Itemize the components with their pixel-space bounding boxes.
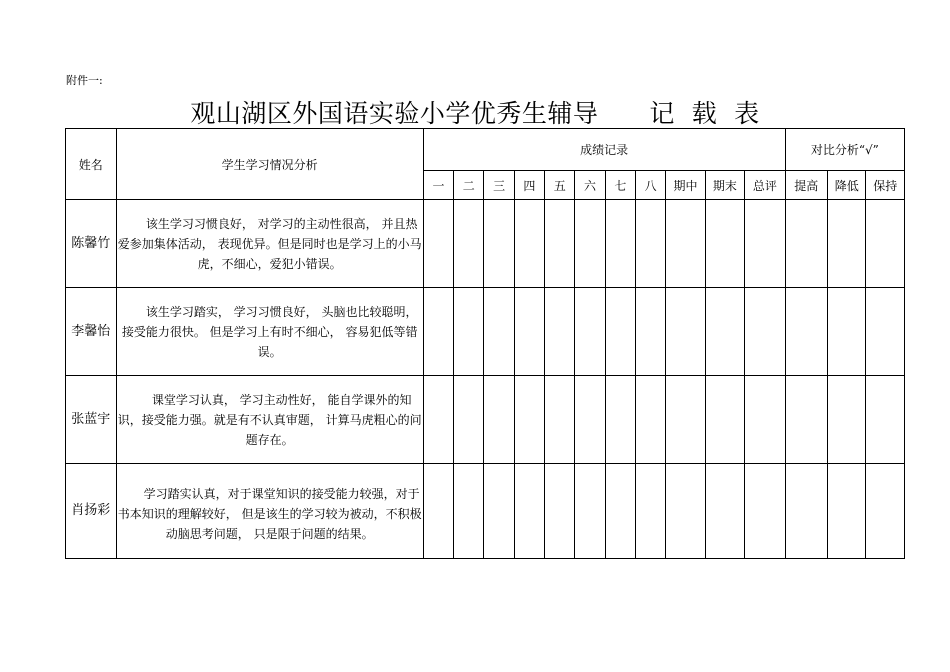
compare-cell[interactable] [828,288,866,376]
grade-cell[interactable] [605,464,635,559]
grade-col-header: 期中 [666,171,705,200]
grade-cell[interactable] [514,200,544,288]
grade-cell[interactable] [745,288,785,376]
compare-cell[interactable] [785,288,827,376]
compare-cell[interactable] [828,464,866,559]
grade-cell[interactable] [545,376,575,464]
grade-cell[interactable] [454,288,484,376]
grade-cell[interactable] [745,376,785,464]
grade-col-header: 五 [545,171,575,200]
tutoring-record-table [65,128,905,559]
grade-cell[interactable] [666,200,705,288]
compare-cell[interactable] [785,376,827,464]
grade-cell[interactable] [745,200,785,288]
compare-cell[interactable] [785,464,827,559]
student-analysis: 该生学习习惯良好， 对学习的主动性很高， 并且热爱参加集体活动， 表现优异。但是同时也是学习上的小马虎，不细心，爱犯小错误。 [116,200,423,288]
grade-cell[interactable] [575,200,605,288]
grade-cell[interactable] [545,200,575,288]
student-name: 张蓝宇 [66,376,117,464]
grade-cell[interactable] [705,376,744,464]
grade-cell[interactable] [514,464,544,559]
compare-cell[interactable] [828,200,866,288]
compare-cell[interactable] [866,200,905,288]
student-name: 肖扬彩 [66,464,117,559]
table-row [66,464,905,559]
compare-col-header: 降低 [828,171,866,200]
header-grades: 成绩记录 [423,129,785,171]
grade-cell[interactable] [605,288,635,376]
grade-col-header: 期末 [705,171,744,200]
grade-cell[interactable] [454,200,484,288]
grade-col-header: 一 [423,171,453,200]
grade-col-header: 三 [484,171,514,200]
grade-cell[interactable] [423,464,453,559]
grade-cell[interactable] [705,200,744,288]
grade-cell[interactable] [423,200,453,288]
compare-col-header: 保持 [866,171,905,200]
grade-cell[interactable] [423,288,453,376]
grade-col-header: 四 [514,171,544,200]
grade-cell[interactable] [635,288,665,376]
grade-col-header: 六 [575,171,605,200]
grade-cell[interactable] [545,464,575,559]
grade-cell[interactable] [484,464,514,559]
grade-cell[interactable] [705,464,744,559]
grade-cell[interactable] [666,288,705,376]
grade-cell[interactable] [666,376,705,464]
grade-cell[interactable] [635,200,665,288]
header-compare: 对比分析“√” [785,129,904,171]
header-analysis: 学生学习情况分析 [116,129,423,200]
grade-cell[interactable] [635,464,665,559]
grade-col-header: 八 [635,171,665,200]
grade-cell[interactable] [745,464,785,559]
compare-cell[interactable] [866,288,905,376]
compare-col-header: 提高 [785,171,827,200]
grade-cell[interactable] [575,288,605,376]
grade-cell[interactable] [575,464,605,559]
grade-cell[interactable] [605,200,635,288]
grade-cell[interactable] [575,376,605,464]
grade-cell[interactable] [454,464,484,559]
table-row [66,200,905,288]
grade-cell[interactable] [545,288,575,376]
grade-col-header: 二 [454,171,484,200]
header-name: 姓名 [66,129,117,200]
grade-col-header: 七 [605,171,635,200]
grade-cell[interactable] [454,376,484,464]
grade-cell[interactable] [514,376,544,464]
grade-cell[interactable] [666,464,705,559]
grade-cell[interactable] [514,288,544,376]
compare-cell[interactable] [866,464,905,559]
table-row [66,288,905,376]
compare-cell[interactable] [866,376,905,464]
grade-col-header: 总评 [745,171,785,200]
page-title: 观山湖区外国语实验小学优秀生辅导 记 载 表 [190,99,760,128]
student-name: 陈馨竹 [66,200,117,288]
compare-cell[interactable] [785,200,827,288]
attachment-label: 附件一: [66,74,103,87]
grade-cell[interactable] [484,200,514,288]
grade-cell[interactable] [484,288,514,376]
grade-cell[interactable] [635,376,665,464]
grade-cell[interactable] [705,288,744,376]
compare-cell[interactable] [828,376,866,464]
student-analysis: 该生学习踏实， 学习习惯良好， 头脑也比较聪明，接受能力很快。 但是学习上有时不细心， 容易犯低等错误。 [116,288,423,376]
student-analysis: 学习踏实认真，对于课堂知识的接受能力较强，对于书本知识的理解较好， 但是该生的学习较为被动，不积极动脑思考问题， 只是限于问题的结果。 [116,464,423,559]
table-row [66,376,905,464]
grade-cell[interactable] [605,376,635,464]
student-name: 李馨怡 [66,288,117,376]
student-analysis: 课堂学习认真， 学习主动性好， 能自学课外的知识，接受能力强。就是有不认真审题， 计算马虎粗心的问题存在。 [116,376,423,464]
grade-cell[interactable] [423,376,453,464]
grade-cell[interactable] [484,376,514,464]
